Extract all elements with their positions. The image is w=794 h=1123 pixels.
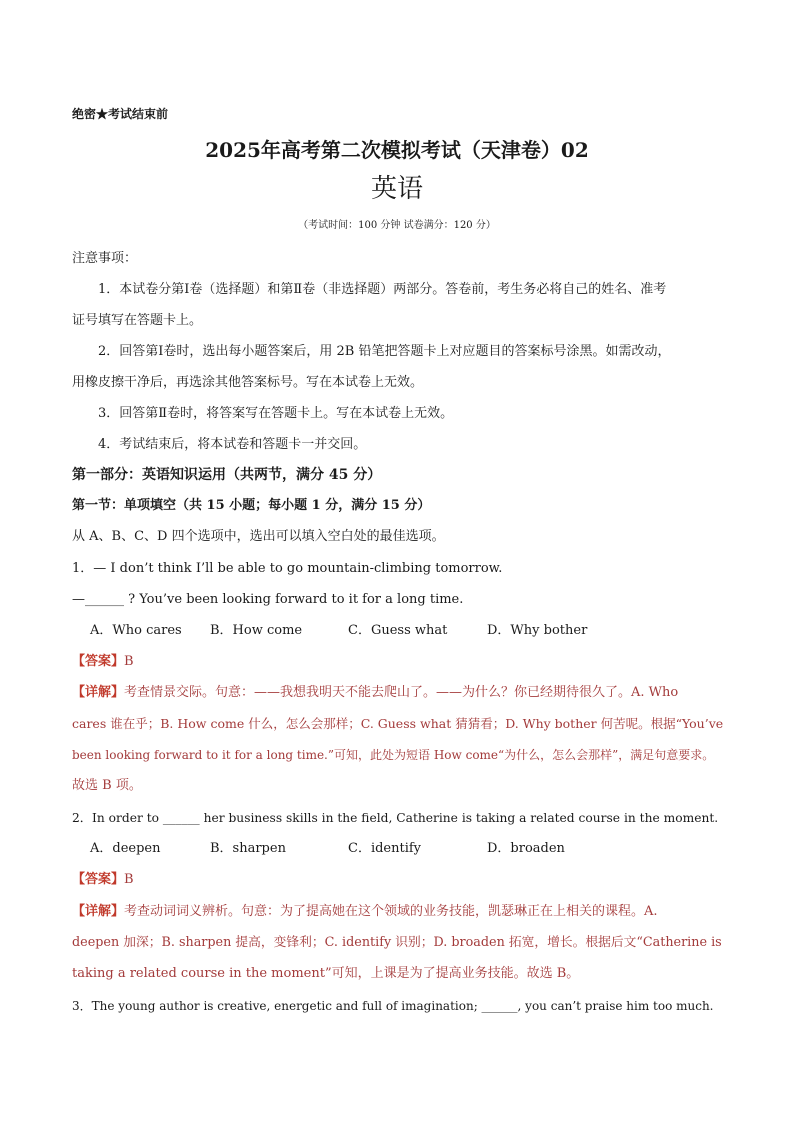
question-1-option-a: A．Who cares bbox=[90, 623, 182, 638]
answer-value: B bbox=[124, 872, 134, 887]
notice-item-2-line-1: 2．回答第Ⅰ卷时，选出每小题答案后，用 2B 铅笔把答题卡上对应题目的答案标号涂黑。如需改动， bbox=[98, 344, 671, 359]
notice-item-1-line-2: 证号填写在答题卡上。 bbox=[72, 313, 203, 328]
question-2-answer bbox=[72, 871, 134, 889]
notice-item-3: 3．回答第Ⅱ卷时，将答案写在答题卡上。写在本试卷上无效。 bbox=[98, 406, 454, 421]
answer-value: B bbox=[124, 654, 134, 669]
question-2-option-c: C．identify bbox=[348, 841, 422, 856]
question-2-detail-line-2: deepen 加深；B. sharpen 提高，变锋利；C. identify 识别；D. broaden 拓宽，增长。根据后文“Catherine is bbox=[72, 935, 722, 950]
question-1-answer bbox=[72, 653, 134, 671]
exam-title: 2025年高考第二次模拟考试（天津卷）02 bbox=[205, 138, 589, 162]
question-2-detail-line-1 bbox=[72, 903, 658, 921]
detail-tag: 【详解】 bbox=[72, 904, 125, 919]
confidential-label: 绝密★考试结束前 bbox=[72, 107, 169, 121]
question-2-option-b: B．sharpen bbox=[210, 841, 286, 856]
question-1-line-1: 1．— I don’t think I’ll be able to go mountain-climbing tomorrow. bbox=[72, 561, 503, 576]
question-3-line-1: 3．The young author is creative, energetic and full of imagination; ______, you can’t praise him too much. bbox=[72, 999, 714, 1013]
question-1-option-b: B．How come bbox=[210, 623, 303, 638]
question-1-detail-line-4: 故选 B 项。 bbox=[72, 778, 142, 793]
question-1-line-2: —______ ? You’ve been looking forward to it for a long time. bbox=[72, 592, 464, 607]
notice-item-4: 4．考试结束后，将本试卷和答题卡一并交回。 bbox=[98, 437, 367, 452]
question-2-option-a: A．deepen bbox=[90, 841, 161, 856]
notice-item-1-line-1: 1．本试卷分第Ⅰ卷（选择题）和第Ⅱ卷（非选择题）两部分。答卷前，考生务必将自己的姓名、准考 bbox=[98, 282, 667, 297]
question-2-line-1: 2．In order to ______ her business skills in the field, Catherine is taking a related course in the moment. bbox=[72, 811, 719, 825]
exam-meta: （考试时间：100 分钟 试卷满分：120 分） bbox=[298, 220, 496, 231]
notice-heading: 注意事项： bbox=[72, 251, 138, 266]
notice-item-2-line-2: 用橡皮擦干净后，再选涂其他答案标号。写在本试卷上无效。 bbox=[72, 375, 424, 390]
detail-text: 考查情景交际。句意：——我想我明天不能去爬山了。——为什么？你已经期待很久了。A. Who bbox=[124, 685, 679, 700]
answer-tag: 【答案】 bbox=[72, 654, 125, 669]
question-1-detail-line-1 bbox=[72, 684, 678, 702]
part-1-heading: 第一部分：英语知识运用（共两节，满分 45 分） bbox=[72, 467, 382, 483]
question-1-option-d: D．Why bother bbox=[487, 623, 588, 638]
question-2-detail-line-3: taking a related course in the moment”可知，上课是为了提高业务技能。故选 B。 bbox=[72, 966, 580, 981]
section-instruction: 从 A、B、C、D 四个选项中，选出可以填入空白处的最佳选项。 bbox=[72, 529, 445, 544]
question-2-option-d: D．broaden bbox=[487, 841, 565, 856]
detail-text: 考查动词词义辨析。句意：为了提高她在这个领域的业务技能，凯瑟琳正在上相关的课程。A. bbox=[124, 904, 658, 919]
question-1-detail-line-2: cares 谁在乎；B. How come 什么，怎么会那样；C. Guess what 猜猜看；D. Why bother 何苦呢。根据“You’ve bbox=[72, 716, 724, 731]
question-1-option-c: C．Guess what bbox=[348, 623, 448, 638]
section-1-heading: 第一节：单项填空（共 15 小题；每小题 1 分，满分 15 分） bbox=[72, 498, 431, 513]
answer-tag: 【答案】 bbox=[72, 872, 125, 887]
question-1-detail-line-3: been looking forward to it for a long time.”可知，此处为短语 How come“为什么，怎么会那样”，满足句意要求。 bbox=[72, 748, 715, 762]
subject-title: 英语 bbox=[370, 174, 423, 204]
detail-tag: 【详解】 bbox=[72, 685, 125, 700]
